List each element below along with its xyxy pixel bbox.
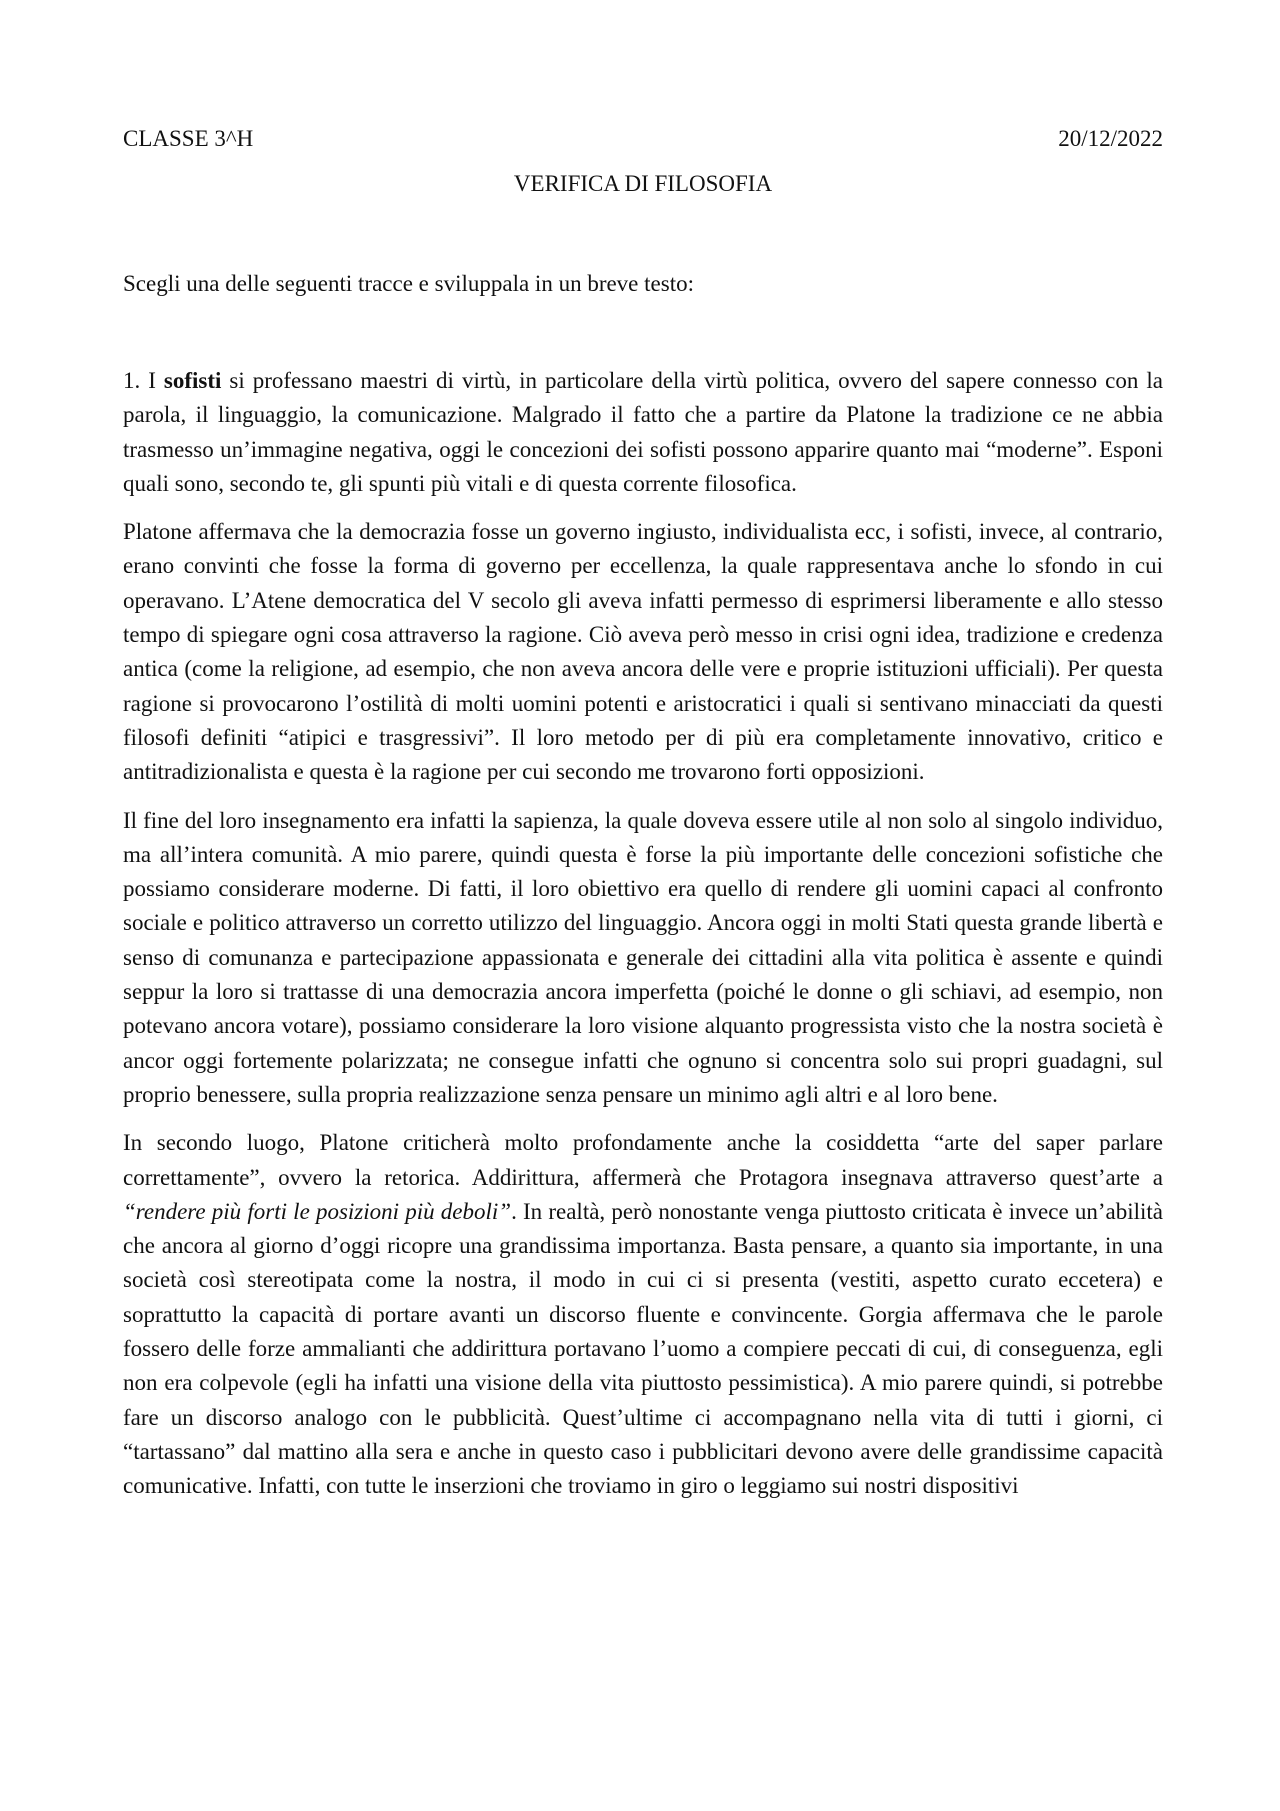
answer-paragraph-1: Platone affermava che la democrazia fosse un governo ingiusto, individualista ecc, i sofisti, invece, al contrario, erano convinti che fosse la forma di governo per eccellenza, la quale rappresentava anche lo sfondo in cui operavano. L’Atene democratica del V secolo gli aveva infatti permesso di esprimersi liberamente e allo stesso tempo di spiegare ogni cosa attraverso la ragione. Ciò aveva però messo in crisi ogni idea, tradizione e credenza antica (come la religione, ad esempio, che non aveva ancora delle vere e proprie istituzioni ufficiali). Per questa ragione si provocarono l’ostilità di molti uomini potenti e aristocratici i quali si sentivano minacciati da questi filosofi definiti “atipici e trasgressivi”. Il loro metodo per di più era completamente innovativo, critico e antitradizionalista e questa è la ragione per cui secondo me trovarono forti opposizioni. [123,519,1163,785]
paragraph-3-end: . In realtà, però nonostante venga piuttosto criticata è invece un’abilità che ancora al giorno d’oggi ricopre una grandissima importanza. Basta pensare, a quanto sia importante, in una società così stereotipata come la nostra, il modo in cui ci si presenta (vestiti, aspetto curato eccetera) e soprattutto la capacità di portare avanti un discorso fluente e convincente. Gorgia affermava che le parole fossero delle forze ammalianti che addirittura portavano l’uomo a compiere peccati di cui, di conseguenza, egli non era colpevole (egli ha infatti una visione della vita piuttosto pessimistica). A mio parere quindi, si potrebbe fare un discorso analogo con le pubblicità. Quest’ultime ci accompagnano nella vita di tutti i giorni, ci “tartassano” dal mattino alla sera e anche in questo caso i pubblicitari devono avere delle grandissime capacità comunicative. Infatti, con tutte le inserzioni che troviamo in giro o leggiamo sui nostri dispositivi [123,1198,1163,1499]
prompt-number: 1. I [123,368,164,393]
exam-date: 20/12/2022 [1058,126,1163,151]
answer-paragraph-3 [123,1126,1163,1503]
prompt-text: si professano maestri di virtù, in particolare della virtù politica, ovvero del sapere connesso con la parola, il linguaggio, la comunicazione. Malgrado il fatto che a partire da Platone la tradizione ce ne abbia trasmesso un’immagine negativa, oggi le concezioni dei sofisti possono apparire quanto mai “moderne”. Esponi quali sono, secondo te, gli spunti più vitali e di questa corrente filosofica. [123,368,1163,496]
answer-paragraph-2: Il fine del loro insegnamento era infatti la sapienza, la quale doveva essere utile al non solo al singolo individuo, ma all’intera comunità. A mio parere, quindi questa è forse la più importante delle concezioni sofistiche che possiamo considerare moderne. Di fatti, il loro obiettivo era quello di rendere gli uomini capaci al confronto sociale e politico attraverso un corretto utilizzo del linguaggio. Ancora oggi in molti Stati questa grande libertà e senso di comunanza e partecipazione appassionata e generale dei cittadini alla vita politica è assente e quindi seppur la loro si trattasse di una democrazia ancora imperfetta (poiché le donne o gli schiavi, ad esempio, non potevano ancora votare), possiamo considerare la loro visione alquanto progressista visto che la nostra società è ancor oggi fortemente polarizzata; ne consegue infatti che ognuno si concentra solo sui propri guadagni, sul proprio benessere, sulla propria realizzazione senza pensare un minimo agli altri e al loro bene. [123,807,1163,1107]
instructions: Scegli una delle seguenti tracce e sviluppala in un breve testo: [123,271,694,296]
protagoras-quote: “rendere più forti le posizioni più deboli” [123,1198,512,1224]
document-title: VERIFICA DI FILOSOFIA [513,171,773,196]
document-header [123,123,1163,155]
prompt-keyword: sofisti [163,368,222,393]
document-body [123,364,1163,1518]
prompt-paragraph [123,364,1163,501]
paragraph-3-start: In secondo luogo, Platone criticherà molto profondamente anche la cosiddetta “arte del saper parlare correttamente”, ovvero la retorica. Addirittura, affermerà che Protagora insegnava attraverso quest’arte a [123,1130,1163,1190]
class-label: CLASSE 3^H [123,126,254,151]
